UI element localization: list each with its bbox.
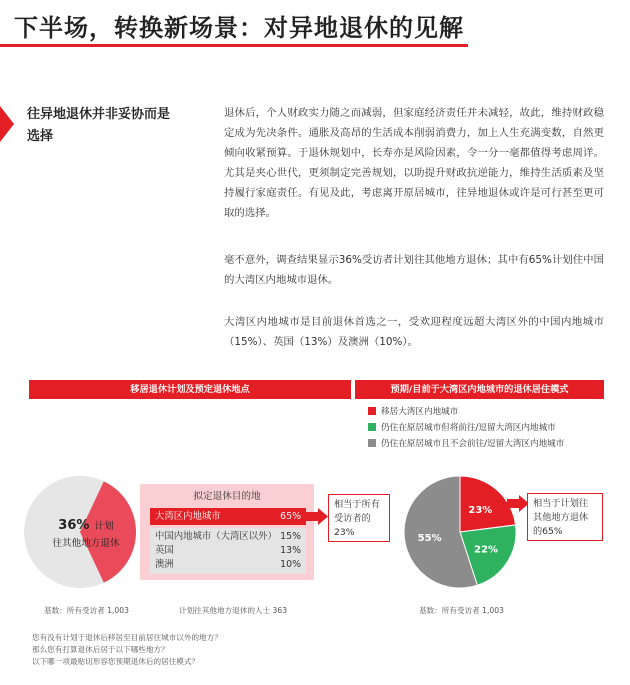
paragraph-2: 毫不意外，调查结果显示36%受访者计划往其他地方退休；其中有65%计划住中国的大湾区内地城市退休。	[224, 254, 604, 286]
red-arrow-marker	[0, 106, 14, 142]
right-callout: 相当于计划往其他地方退休的65%	[527, 493, 603, 541]
pie-slice-label: 55%	[417, 532, 442, 544]
paragraph-1: 退休后，个人财政实力随之而减弱，但家庭经济责任并未减轻，故此，维持财政稳定成为先决条件。通胀及高昂的生活成本削弱消费力，加上人生充满变数，自然更倾向收紧预算。于退休规划中，长寿亦是风险因素，令一分一毫都值得考虑周详。尤其是夹心世代，更须制定完善规划，以助提升财政抗逆能力，维持生活质素及坚持履行家庭责任。有见及此，考虑离开原居城市，往异地退休或许是可行甚至更可取的选择。	[224, 107, 604, 219]
destination-value: 10%	[280, 559, 301, 570]
title-underline	[0, 44, 468, 47]
legend-label: 仍住在原居城市但将前往/逗留大湾区内地城市	[381, 423, 556, 433]
section-heading: 往异地退休并非妥协而是选择	[27, 107, 171, 144]
donut-text: 往其他地方退休	[52, 538, 120, 549]
survey-question: 您有没有计划于退休后移居至目前居住城市以外的地方？	[32, 633, 222, 642]
left-chart-header: 移居退休计划及预定退休地点	[29, 380, 351, 399]
donut-label	[45, 517, 127, 551]
destination-row	[155, 530, 301, 543]
base-note-left: 基数：所有受访者 1,003	[44, 606, 129, 615]
left-callout-arrow	[306, 508, 330, 525]
destination-label: 澳洲	[155, 559, 174, 570]
right-pie-chart	[398, 470, 523, 595]
paragraph-3: 大湾区内地城市是目前退休首选之一，受欢迎程度远超大湾区外的中国内地城市（15%）、英国（13%）及澳洲（10%）。	[224, 316, 604, 348]
destination-row-highlight	[150, 508, 306, 525]
legend-label: 仍住在原居城市且不会前往/逗留大湾区内地城市	[381, 439, 565, 449]
destination-value: 15%	[280, 531, 301, 542]
donut-percent: 36%	[58, 518, 90, 533]
left-callout: 相当于所有受访者的23%	[328, 494, 390, 542]
page-title: 下半场，转换新场景：对异地退休的见解	[14, 14, 464, 42]
survey-question: 以下哪一项最贴切形容您预期退休后的居住模式？	[32, 657, 200, 666]
destination-label: 中国内地城市（大湾区以外）	[155, 531, 277, 542]
legend-label: 移居大湾区内地城市	[381, 407, 459, 417]
destination-value: 65%	[280, 511, 301, 522]
destination-panel-title: 拟定退休目的地	[193, 491, 261, 502]
legend-swatch-green	[368, 423, 376, 431]
legend-swatch-red	[368, 407, 376, 415]
pie-slice-label: 23%	[468, 504, 493, 516]
legend-item	[368, 405, 458, 419]
legend-swatch-grey	[368, 439, 376, 447]
destination-value: 13%	[280, 545, 301, 556]
destination-label: 英国	[155, 545, 174, 556]
donut-word: 计划	[94, 521, 114, 532]
destination-row	[155, 544, 301, 557]
survey-question: 那么您有打算退休后居于以下哪些地方？	[32, 645, 169, 654]
base-note-right: 基数：所有受访者 1,003	[419, 606, 504, 615]
legend-item	[368, 437, 564, 451]
right-chart-header: 预期/目前于大湾区内地城市的退休居住模式	[355, 380, 604, 399]
destination-row	[155, 558, 301, 571]
pie-slice-label: 22%	[474, 544, 498, 556]
destination-label: 大湾区内地城市	[155, 511, 221, 522]
base-note-middle: 计划往其他地方退休的人士 363	[179, 606, 288, 615]
legend-item	[368, 421, 556, 435]
